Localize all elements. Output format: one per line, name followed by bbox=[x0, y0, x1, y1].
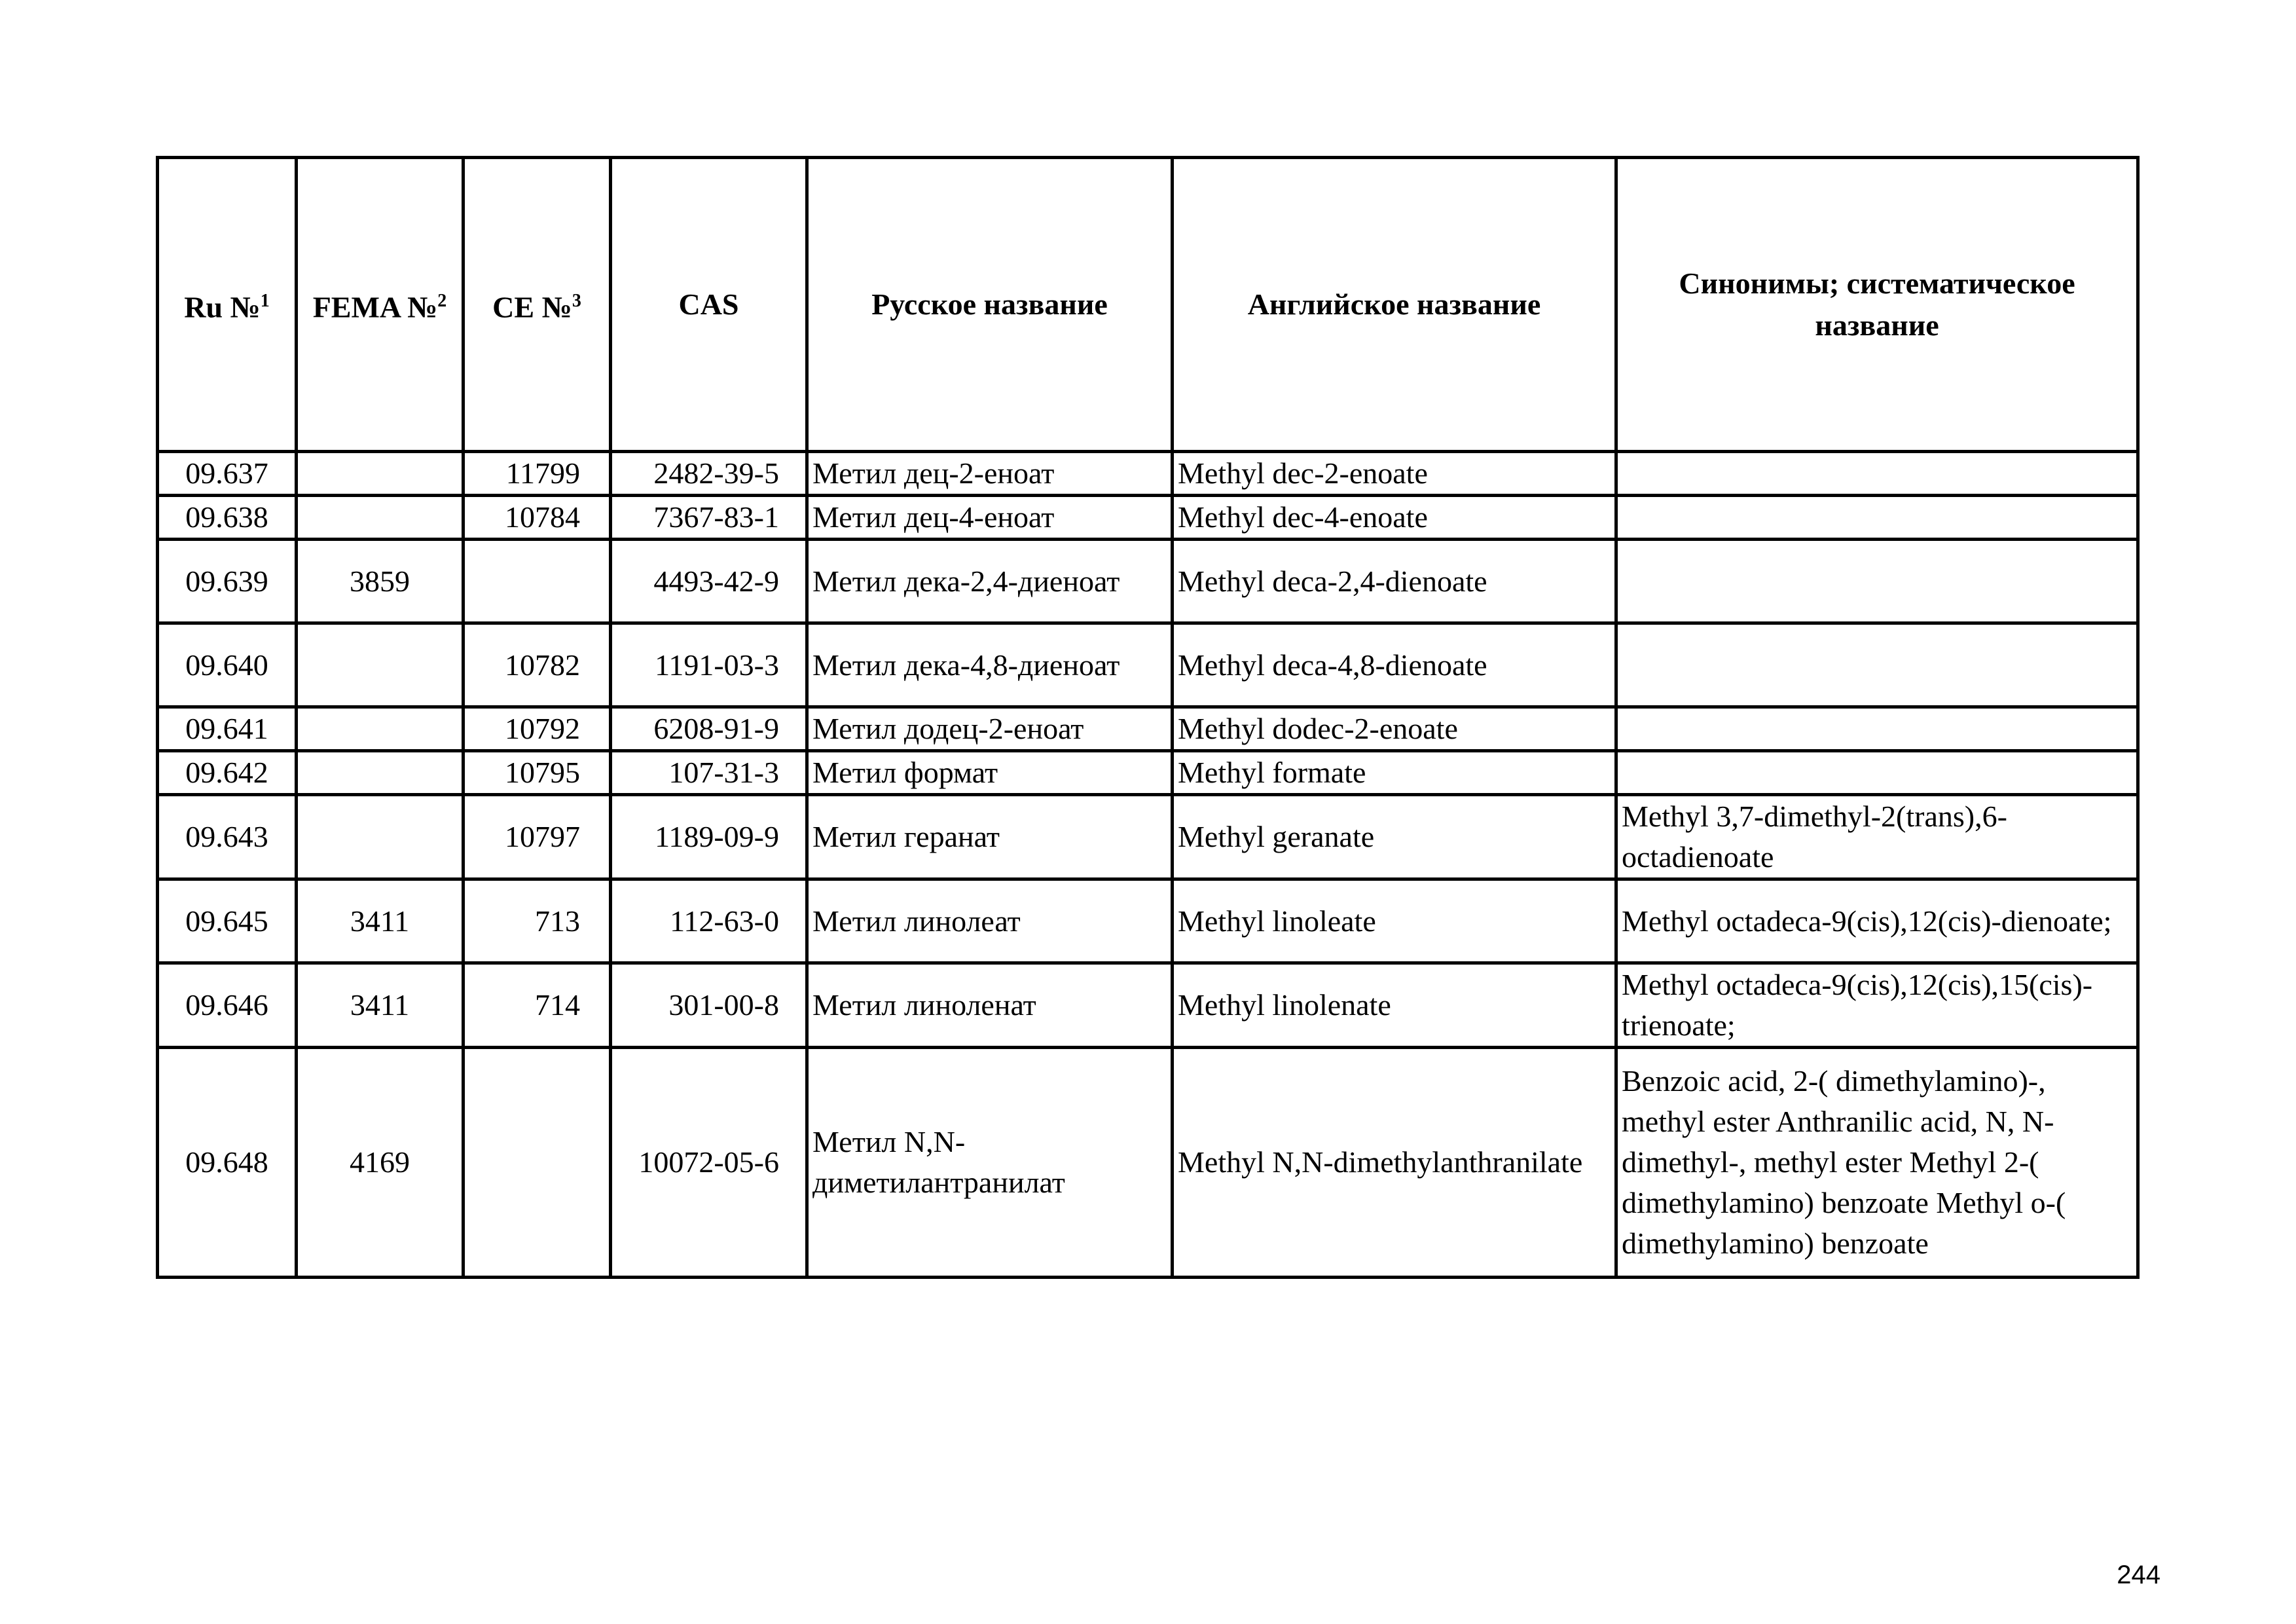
cell-cas: 7367-83-1 bbox=[611, 496, 807, 540]
cell-ru-number: 09.643 bbox=[158, 795, 297, 879]
header-synonyms: Синонимы; систематическое название bbox=[1616, 158, 2138, 452]
cell-russian-name: Метил дека-2,4-диеноат bbox=[807, 540, 1173, 623]
cell-english-name: Methyl dec-4-enoate bbox=[1173, 496, 1616, 540]
cell-fema-number: 3859 bbox=[297, 540, 464, 623]
header-english-name: Английское название bbox=[1173, 158, 1616, 452]
cell-russian-name: Метил формат bbox=[807, 751, 1173, 795]
cell-ru-number: 09.646 bbox=[158, 963, 297, 1048]
cell-fema-number bbox=[297, 751, 464, 795]
cell-synonyms: Methyl octadeca-9(cis),12(cis)-dienoate; bbox=[1616, 879, 2138, 963]
cell-ru-number: 09.638 bbox=[158, 496, 297, 540]
cell-english-name: Methyl geranate bbox=[1173, 795, 1616, 879]
cell-synonyms bbox=[1616, 751, 2138, 795]
cell-ce-number: 713 bbox=[464, 879, 611, 963]
cell-ce-number: 10792 bbox=[464, 707, 611, 751]
cell-cas: 1191-03-3 bbox=[611, 623, 807, 707]
cell-ce-number: 10784 bbox=[464, 496, 611, 540]
cell-ru-number: 09.648 bbox=[158, 1048, 297, 1278]
cell-synonyms bbox=[1616, 496, 2138, 540]
cell-ru-number: 09.637 bbox=[158, 452, 297, 496]
cell-russian-name: Метил додец-2-еноат bbox=[807, 707, 1173, 751]
flavouring-substances-table bbox=[156, 156, 2140, 1279]
table-row bbox=[158, 452, 2138, 496]
cell-synonyms: Benzoic acid, 2-( dimethylamino)-, methyl ester Anthranilic acid, N, N-dimethyl-, methyl ester Methyl 2-( dimethylamino) benzoate Methyl o-( dimethylamino) benzoate bbox=[1616, 1048, 2138, 1278]
cell-ce-number bbox=[464, 540, 611, 623]
cell-russian-name: Метил N,N-диметилантранилат bbox=[807, 1048, 1173, 1278]
cell-english-name: Methyl deca-4,8-dienoate bbox=[1173, 623, 1616, 707]
cell-russian-name: Метил линолеат bbox=[807, 879, 1173, 963]
cell-cas: 4493-42-9 bbox=[611, 540, 807, 623]
cell-ru-number: 09.639 bbox=[158, 540, 297, 623]
cell-cas: 107-31-3 bbox=[611, 751, 807, 795]
table-row bbox=[158, 795, 2138, 879]
cell-fema-number bbox=[297, 452, 464, 496]
cell-ce-number: 11799 bbox=[464, 452, 611, 496]
page-number: 244 bbox=[2117, 1560, 2160, 1589]
cell-ce-number: 714 bbox=[464, 963, 611, 1048]
cell-cas: 10072-05-6 bbox=[611, 1048, 807, 1278]
table-row bbox=[158, 879, 2138, 963]
header-fema-number: FEMA №$^2$ bbox=[297, 158, 464, 452]
cell-fema-number bbox=[297, 795, 464, 879]
cell-ce-number: 10782 bbox=[464, 623, 611, 707]
table-header-row bbox=[158, 158, 2138, 452]
table-row bbox=[158, 751, 2138, 795]
cell-cas: 301-00-8 bbox=[611, 963, 807, 1048]
table-row bbox=[158, 496, 2138, 540]
cell-russian-name: Метил линоленат bbox=[807, 963, 1173, 1048]
table-row bbox=[158, 623, 2138, 707]
cell-english-name: Methyl N,N-dimethylanthranilate bbox=[1173, 1048, 1616, 1278]
cell-russian-name: Метил геранат bbox=[807, 795, 1173, 879]
cell-fema-number: 3411 bbox=[297, 879, 464, 963]
cell-synonyms bbox=[1616, 452, 2138, 496]
cell-russian-name: Метил дец-4-еноат bbox=[807, 496, 1173, 540]
cell-ce-number: 10795 bbox=[464, 751, 611, 795]
cell-russian-name: Метил дека-4,8-диеноат bbox=[807, 623, 1173, 707]
table-row bbox=[158, 1048, 2138, 1278]
cell-english-name: Methyl linolenate bbox=[1173, 963, 1616, 1048]
cell-ce-number: 10797 bbox=[464, 795, 611, 879]
cell-russian-name: Метил дец-2-еноат bbox=[807, 452, 1173, 496]
header-russian-name: Русское название bbox=[807, 158, 1173, 452]
cell-synonyms bbox=[1616, 623, 2138, 707]
cell-cas: 6208-91-9 bbox=[611, 707, 807, 751]
cell-fema-number bbox=[297, 707, 464, 751]
cell-ce-number bbox=[464, 1048, 611, 1278]
cell-fema-number bbox=[297, 623, 464, 707]
cell-cas: 112-63-0 bbox=[611, 879, 807, 963]
table-row bbox=[158, 707, 2138, 751]
cell-ru-number: 09.645 bbox=[158, 879, 297, 963]
cell-synonyms bbox=[1616, 540, 2138, 623]
cell-ru-number: 09.640 bbox=[158, 623, 297, 707]
cell-english-name: Methyl linoleate bbox=[1173, 879, 1616, 963]
table-row bbox=[158, 540, 2138, 623]
header-ce-number: CE №$^3$ bbox=[464, 158, 611, 452]
cell-cas: 2482-39-5 bbox=[611, 452, 807, 496]
header-ru-number: Ru №$^1$ bbox=[158, 158, 297, 452]
cell-ru-number: 09.642 bbox=[158, 751, 297, 795]
table-row bbox=[158, 963, 2138, 1048]
cell-english-name: Methyl formate bbox=[1173, 751, 1616, 795]
cell-english-name: Methyl deca-2,4-dienoate bbox=[1173, 540, 1616, 623]
cell-ru-number: 09.641 bbox=[158, 707, 297, 751]
cell-synonyms: Methyl 3,7-dimethyl-2(trans),6-octadienoate bbox=[1616, 795, 2138, 879]
cell-synonyms bbox=[1616, 707, 2138, 751]
cell-fema-number: 4169 bbox=[297, 1048, 464, 1278]
cell-fema-number bbox=[297, 496, 464, 540]
cell-fema-number: 3411 bbox=[297, 963, 464, 1048]
cell-synonyms: Methyl octadeca-9(cis),12(cis),15(cis)-trienoate; bbox=[1616, 963, 2138, 1048]
cell-english-name: Methyl dec-2-enoate bbox=[1173, 452, 1616, 496]
cell-english-name: Methyl dodec-2-enoate bbox=[1173, 707, 1616, 751]
cell-cas: 1189-09-9 bbox=[611, 795, 807, 879]
header-cas: CAS bbox=[611, 158, 807, 452]
